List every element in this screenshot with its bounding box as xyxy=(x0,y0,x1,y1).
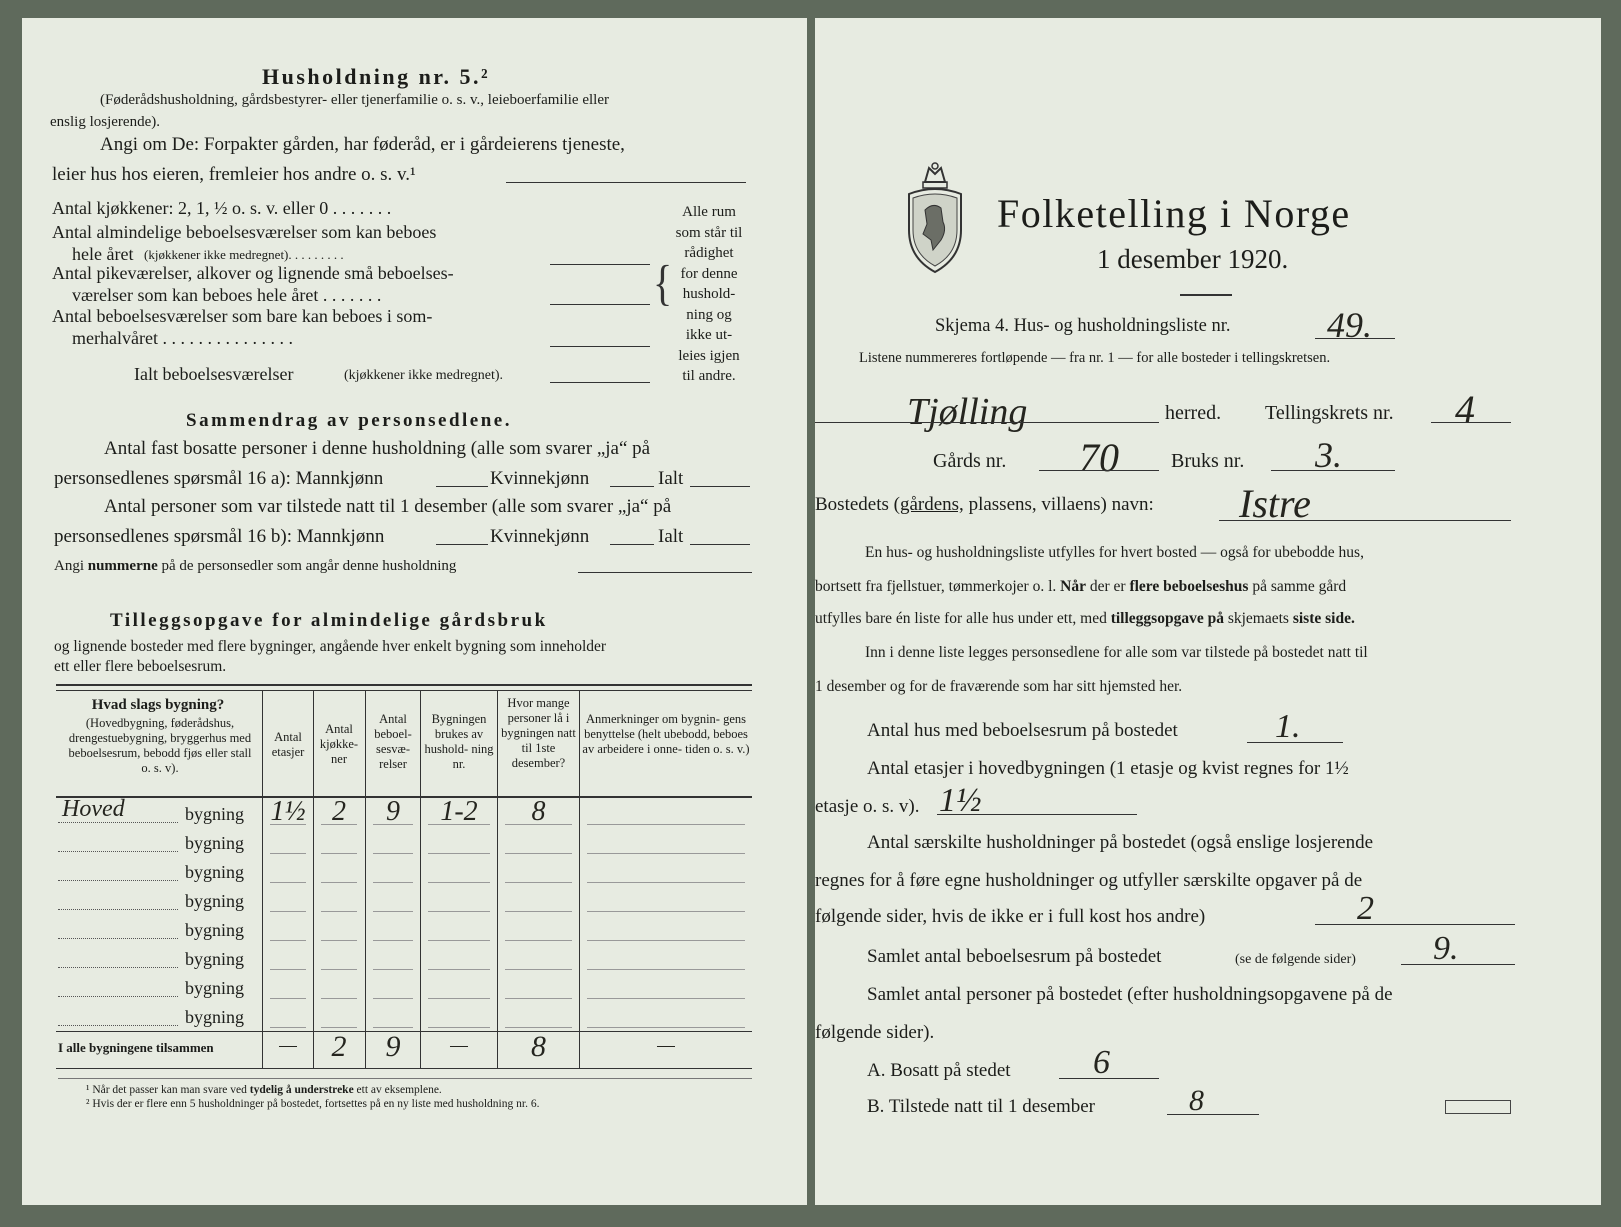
cell-line xyxy=(428,940,490,941)
cell-line xyxy=(270,882,306,883)
bracket: { xyxy=(653,254,673,311)
qb-label: B. Tilstede natt til 1 desember xyxy=(867,1096,1095,1117)
sommer-line xyxy=(550,346,650,347)
row-label: bygning xyxy=(185,920,245,940)
note-line: leies igjen xyxy=(678,347,740,364)
household-intro: (Føderådshusholdning, gårdsbestyrer- eller tjenerfamilie o. s. v., leieboerfamilie eller xyxy=(100,92,609,108)
household-title: Husholdning nr. 5.² xyxy=(262,64,491,89)
cell-line xyxy=(270,940,306,941)
total-label: I alle bygningene tilsammen xyxy=(58,1040,214,1055)
herred-label: herred. xyxy=(1165,402,1222,424)
kjokkener-label: Antal kjøkkener: 2, 1, ½ o. s. v. eller 0 . . . . . . . xyxy=(52,198,392,218)
coat-of-arms-icon xyxy=(903,160,967,281)
cell-line xyxy=(270,853,306,854)
para1-l3 xyxy=(815,610,1355,628)
cell-kjokkener: 2 xyxy=(332,796,346,827)
cell-line xyxy=(428,1027,490,1028)
s1-kvinne-line xyxy=(610,486,654,487)
cell-etasjer: 1½ xyxy=(270,796,306,827)
angi-pre: Angi xyxy=(54,558,84,574)
col-rule xyxy=(313,690,314,1068)
cell-line xyxy=(587,882,745,883)
q5-label-2: følgende sider). xyxy=(815,1022,935,1043)
cell-line xyxy=(505,1027,572,1028)
bracket-note xyxy=(666,202,752,387)
q4-value: 9. xyxy=(1433,930,1459,967)
sammendrag-title: Sammendrag av personsedlene. xyxy=(186,410,512,431)
cell-line xyxy=(321,940,357,941)
herred-value: Tjølling xyxy=(907,391,1028,433)
angi-text-2: leier hus hos eieren, fremleier hos andre o. s. v.¹ xyxy=(52,164,416,185)
footnote-1 xyxy=(86,1084,442,1096)
skjema-label: Skjema 4. Hus- og husholdningsliste nr. xyxy=(935,316,1231,336)
cell-line xyxy=(321,1027,357,1028)
q4-line xyxy=(1401,964,1515,965)
s1-text-2: personsedlenes spørsmål 16 a): Mannkjønn xyxy=(54,468,384,489)
table-top-rule-2 xyxy=(56,690,752,691)
printer-stamp xyxy=(1445,1100,1511,1114)
p1-b2: flere beboelseshus xyxy=(1129,578,1249,595)
note-line: hushold- xyxy=(682,286,736,302)
bosted-line xyxy=(1219,520,1511,521)
cell-line xyxy=(505,911,572,912)
row-label: bygning xyxy=(185,978,245,998)
tellingskrets-label: Tellingskrets nr. xyxy=(1265,402,1394,424)
angi-line xyxy=(506,182,746,183)
angi-post: på de personsedler som angår denne husholdning xyxy=(161,558,457,574)
para2-l1: Inn i denne liste legges personsedlene for alle som var tilstede på bostedet natt til xyxy=(865,644,1368,661)
row-label: bygning xyxy=(185,833,245,853)
cell-line xyxy=(505,940,572,941)
col-header-personer: Hvor mange personer lå i bygningen natt til 1ste desember? xyxy=(501,696,576,770)
cell-line xyxy=(321,824,357,825)
para1-l1: En hus- og husholdningsliste utfylles for hvert bosted — også for ubebodde hus, xyxy=(865,544,1364,561)
p1l3-mid: skjemaets xyxy=(1227,610,1289,627)
cell-line xyxy=(270,911,306,912)
p1-b1: Når xyxy=(1060,578,1086,595)
cell-line xyxy=(587,969,745,970)
angi-text: Angi om De: Forpakter gården, har føderåd, er i gårdeierens tjeneste, xyxy=(100,134,625,155)
s2-text: Antal personer som var tilstede natt til 1 desember (alle som svarer „ja“ på xyxy=(104,496,672,517)
col-rule xyxy=(579,690,580,1068)
s2-kvinne: Kvinnekjønn xyxy=(490,526,590,547)
total-rom: 9 xyxy=(385,1030,401,1063)
skjema-nr-line xyxy=(1315,338,1395,339)
pike-line xyxy=(550,304,650,305)
cell-line xyxy=(505,882,572,883)
sommer-label-2: merhalvåret . . . . . . . . . . . . . . . xyxy=(72,328,293,348)
cell-line xyxy=(587,998,745,999)
cell-line xyxy=(373,1027,413,1028)
cell-line xyxy=(587,1027,745,1028)
alm-note: (kjøkkener ikke medregnet). . . . . . . . . xyxy=(144,247,344,262)
p1l3-pre: utfylles bare én liste for alle hus under ett, med xyxy=(815,610,1107,627)
bosted-post: plassens, villaens) navn: xyxy=(963,494,1154,515)
cell-line xyxy=(587,824,745,825)
angi-bold: nummerne xyxy=(87,558,158,574)
cell-line xyxy=(270,998,306,999)
left-page xyxy=(22,18,807,1205)
alm-line xyxy=(550,264,650,265)
ialt-line xyxy=(550,382,650,383)
gards-value: 70 xyxy=(1079,435,1119,480)
footnote-rule xyxy=(58,1078,752,1079)
cell-line xyxy=(373,882,413,883)
note-line: for denne xyxy=(680,265,738,282)
fn1-pre: ¹ Når det passer kan man svare ved xyxy=(86,1084,247,1096)
cell-line xyxy=(373,969,413,970)
cell-line xyxy=(321,998,357,999)
col-rule xyxy=(365,690,366,1068)
para2-l2: 1 desember og for de fraværende som har sitt hjemsted her. xyxy=(815,678,1183,695)
tillegg-text-2: ett eller flere beboelsesrum. xyxy=(54,658,227,675)
s2-ialt: Ialt xyxy=(658,526,684,547)
cell-rom: 9 xyxy=(386,796,400,827)
tillegg-title: Tilleggsopgave for almindelige gårdsbruk xyxy=(110,610,548,631)
cell-line xyxy=(373,911,413,912)
total-etasjer: — xyxy=(279,1034,297,1056)
note-line: til andre. xyxy=(682,368,736,384)
q1-value: 1. xyxy=(1275,708,1301,745)
table-top-rule xyxy=(56,684,752,686)
col-header-anm: Anmerkninger om bygnin- gens benyttelse (helt ubebodd, beboes av arbeidere i onne- tiden o. s. v.) xyxy=(582,712,750,756)
bruks-label: Bruks nr. xyxy=(1171,450,1245,472)
q2-label-2: etasje o. s. v). xyxy=(815,796,920,817)
note-line: Alle rum xyxy=(682,204,736,220)
q5-label: Samlet antal personer på bostedet (efter husholdningsopgavene på de xyxy=(867,984,1393,1005)
listene-note: Listene nummereres fortløpende — fra nr. 1 — for alle bosteder i tellingskretsen. xyxy=(859,350,1331,366)
cell-line xyxy=(505,853,572,854)
s1-ialt: Ialt xyxy=(658,468,684,489)
cell-line xyxy=(321,969,357,970)
cell-line xyxy=(428,911,490,912)
table-bottom-rule xyxy=(56,1068,752,1069)
bosted-underlined: gårdens, xyxy=(899,494,964,515)
row-name-line xyxy=(58,851,178,852)
herred-line xyxy=(815,422,1159,423)
total-anm: — xyxy=(657,1034,675,1056)
tillegg-text: og lignende bosteder med flere bygninger, angående hver enkelt bygning som inneholder xyxy=(54,638,607,655)
cell-line xyxy=(373,998,413,999)
skjema-nr: 49. xyxy=(1327,305,1372,345)
fn1-post: ett av eksemplene. xyxy=(356,1084,442,1096)
row-name-line xyxy=(58,880,178,881)
col-header-type-sub: (Hovedbygning, føderådshus, drengestuebygning, bryggerhus med beboelsesrum, bebodd fjøs eller stall o. s. v). xyxy=(68,716,252,775)
cell-line xyxy=(270,969,306,970)
q3-value: 2 xyxy=(1357,890,1374,927)
cell-line xyxy=(428,882,490,883)
pike-label-2: værelser som kan beboes hele året . . . . . . . xyxy=(72,285,382,305)
cell-line xyxy=(587,911,745,912)
para1-l2 xyxy=(815,578,1346,596)
qa-line xyxy=(1059,1078,1159,1079)
cell-line xyxy=(428,998,490,999)
cell-line xyxy=(321,853,357,854)
footnote-2: ² Hvis der er flere enn 5 husholdninger på bostedet, fortsettes på en ny liste med husholdning nr. 6. xyxy=(86,1098,540,1110)
title-rule xyxy=(1180,294,1232,296)
row-name-line xyxy=(58,996,178,997)
pike-label: Antal pikeværelser, alkover og lignende små beboelses- xyxy=(52,263,454,283)
row-label: bygning xyxy=(185,862,245,882)
note-line: rådighet xyxy=(684,245,734,261)
p1-pre: bortsett fra fjellstuer, tømmerkojer o. l. xyxy=(815,578,1057,595)
col-header-etasjer: Antal etasjer xyxy=(271,730,305,759)
gards-label: Gårds nr. xyxy=(933,450,1007,472)
col-header-kjokkener: Antal kjøkke- ner xyxy=(319,722,359,766)
col-header-rom: Antal beboel- sesvæ- relser xyxy=(374,712,412,771)
bruks-line xyxy=(1271,470,1395,471)
col-rule xyxy=(497,690,498,1068)
p1-post: på samme gård xyxy=(1252,578,1347,595)
row-label: bygning xyxy=(185,949,245,969)
total-personer: 8 xyxy=(531,1030,546,1063)
qb-line xyxy=(1167,1114,1259,1115)
tellingskrets-line xyxy=(1431,422,1511,423)
census-date: 1 desember 1920. xyxy=(1097,244,1289,274)
total-kjokkener: 2 xyxy=(331,1030,347,1063)
cell-line xyxy=(270,824,306,825)
main-title: Folketelling i Norge xyxy=(997,191,1351,236)
cell-line xyxy=(428,969,490,970)
cell-line xyxy=(321,911,357,912)
cell-line xyxy=(505,969,572,970)
q3-label: Antal særskilte husholdninger på bostedet (også enslige losjerende xyxy=(867,832,1374,853)
s1-kvinne: Kvinnekjønn xyxy=(490,468,590,489)
bosted-label xyxy=(815,494,1154,516)
col-rule xyxy=(420,690,421,1068)
ialt-label: Ialt beboelsesværelser xyxy=(134,364,294,384)
bruks-value: 3. xyxy=(1315,435,1342,475)
household-intro-2: enslig losjerende). xyxy=(50,114,160,130)
cell-line xyxy=(428,824,490,825)
cell-line xyxy=(428,853,490,854)
cell-line xyxy=(373,824,413,825)
q1-label: Antal hus med beboelsesrum på bostedet xyxy=(867,720,1178,741)
cell-line xyxy=(505,824,572,825)
cell-husholdning: 1-2 xyxy=(440,796,478,827)
tellingskrets-value: 4 xyxy=(1455,387,1475,432)
note-line: ikke ut- xyxy=(685,327,733,343)
row-label: bygning xyxy=(185,804,245,824)
s1-text: Antal fast bosatte personer i denne husholdning (alle som svarer „ja“ på xyxy=(104,438,651,459)
bosted-pre: Bostedets ( xyxy=(815,494,900,515)
row-name-line xyxy=(58,1025,178,1026)
q4-label: Samlet antal beboelsesrum på bostedet xyxy=(867,946,1162,967)
qb-value: 8 xyxy=(1189,1084,1204,1117)
cell-personer: 8 xyxy=(531,796,546,827)
q1-line xyxy=(1247,742,1343,743)
col-header-husholdning: Bygningen brukes av hushold- ning nr. xyxy=(424,712,494,771)
col-header-type: Hvad slags bygning? xyxy=(91,697,225,713)
q3-line xyxy=(1315,924,1515,925)
row-label: bygning xyxy=(185,1007,245,1027)
q2-value: 1½ xyxy=(939,782,982,819)
s2-kvinne-line xyxy=(610,544,654,545)
sommer-label: Antal beboelsesværelser som bare kan beboes i som- xyxy=(52,306,433,326)
cell-line xyxy=(373,853,413,854)
cell-line xyxy=(587,940,745,941)
s2-mann-line xyxy=(436,544,488,545)
ialt-note: (kjøkkener ikke medregnet). xyxy=(344,368,503,383)
angi-nummerne-line xyxy=(578,572,752,573)
right-page xyxy=(815,18,1601,1205)
q2-label: Antal etasjer i hovedbygningen (1 etasje og kvist regnes for 1½ xyxy=(867,758,1349,779)
row-name-line xyxy=(58,822,178,823)
row-name-line xyxy=(58,967,178,968)
qa-label: A. Bosatt på stedet xyxy=(867,1060,1011,1081)
row-label: bygning xyxy=(185,891,245,911)
s2-text-2: personsedlenes spørsmål 16 b): Mannkjønn xyxy=(54,526,385,547)
s2-ialt-line xyxy=(690,544,750,545)
cell-line xyxy=(321,882,357,883)
q3-label-2: regnes for å føre egne husholdninger og utfyller særskilte opgaver på de xyxy=(815,870,1363,891)
cell-line xyxy=(505,998,572,999)
row-name-line xyxy=(58,909,178,910)
alm-label-2: hele året xyxy=(72,244,134,264)
row-name-line xyxy=(58,938,178,939)
gards-line xyxy=(1039,470,1159,471)
fn1-bold: tydelig å understreke xyxy=(249,1084,354,1096)
p1-mid: der er xyxy=(1089,578,1126,595)
angi-nummerne xyxy=(54,558,456,575)
s1-mann-line xyxy=(436,486,488,487)
alm-label: Antal almindelige beboelsesværelser som kan beboes xyxy=(52,222,437,242)
p1l3-b2: siste side. xyxy=(1292,610,1355,627)
building-name: Hoved xyxy=(62,796,125,822)
p1l3-b1: tilleggsopgave på xyxy=(1110,610,1224,627)
note-line: som står til xyxy=(675,224,743,241)
cell-line xyxy=(373,940,413,941)
bosted-value: Istre xyxy=(1239,481,1311,526)
qa-value: 6 xyxy=(1093,1044,1110,1081)
s1-ialt-line xyxy=(690,486,750,487)
q2-line xyxy=(937,814,1137,815)
cell-line xyxy=(270,1027,306,1028)
total-husholdning: — xyxy=(450,1034,468,1056)
q3-label-3: følgende sider, hvis de ikke er i full kost hos andre) xyxy=(815,906,1206,927)
q4-note: (se de følgende sider) xyxy=(1235,952,1356,967)
cell-line xyxy=(587,853,745,854)
note-line: ning og xyxy=(686,306,732,323)
col-rule xyxy=(262,690,263,1068)
